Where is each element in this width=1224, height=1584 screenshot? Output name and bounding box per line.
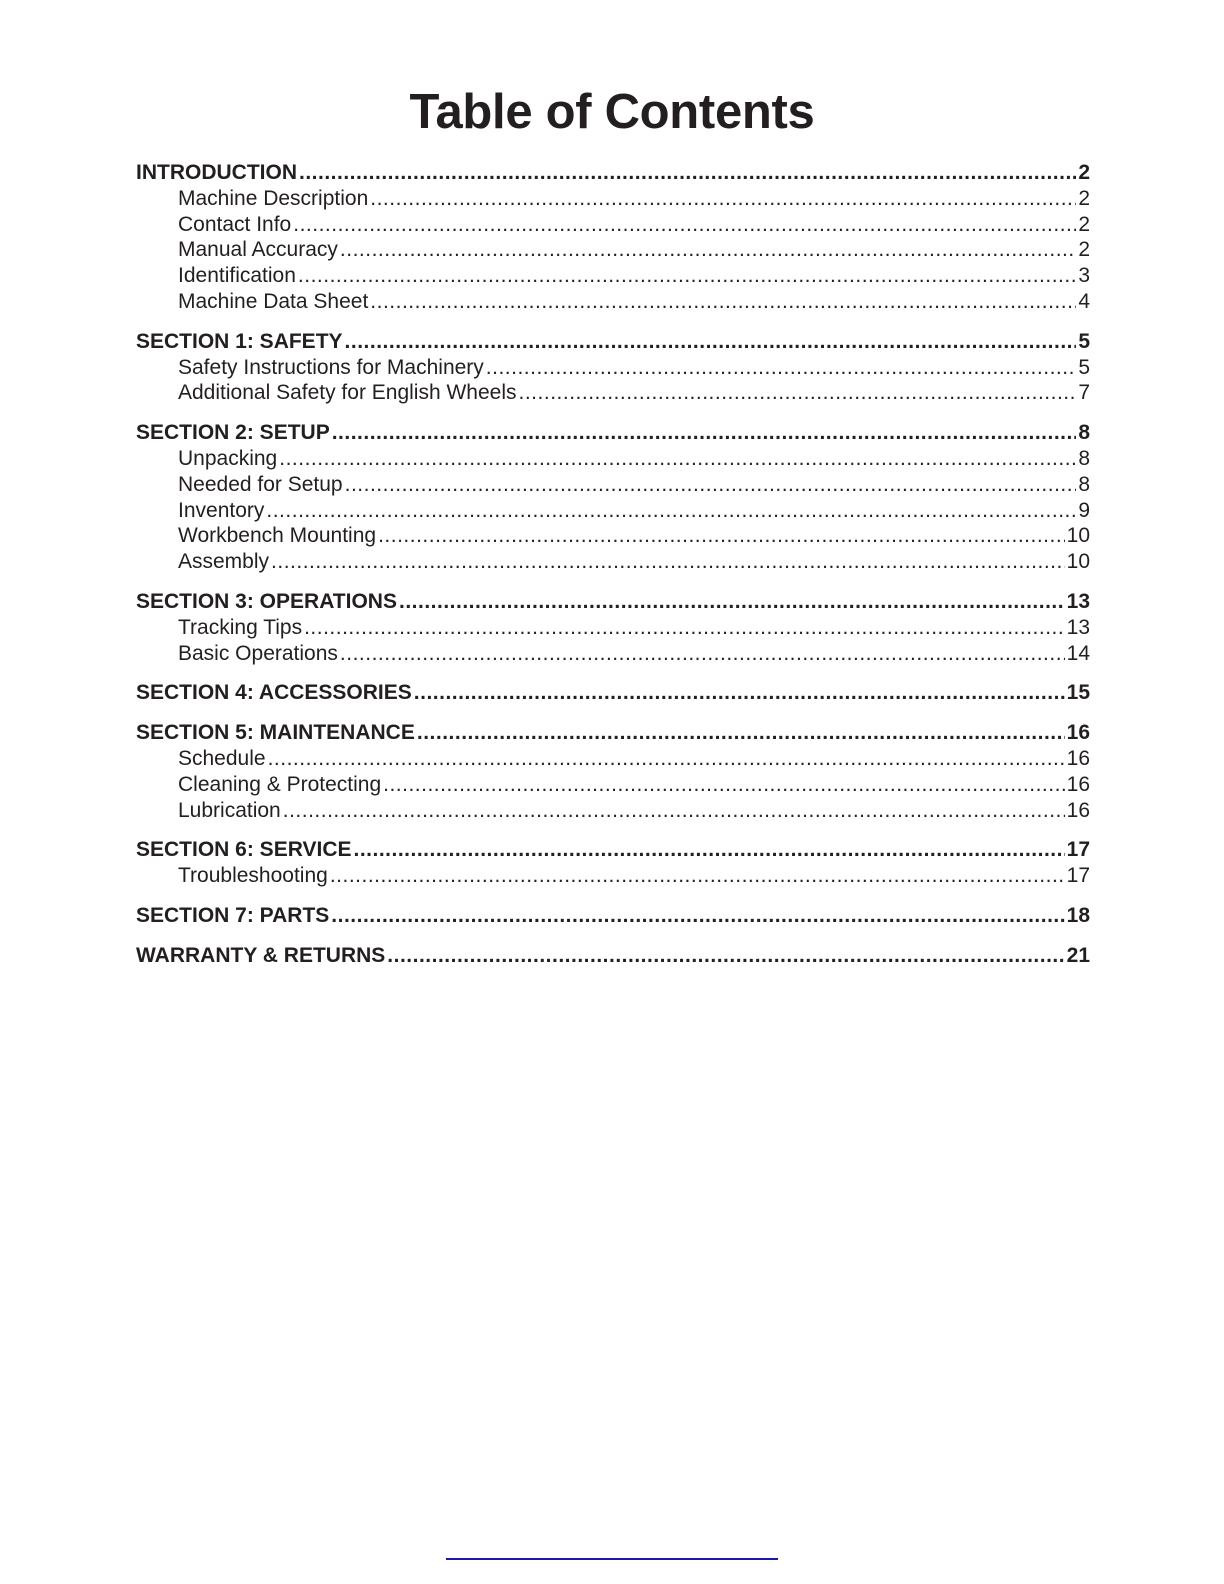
toc-entry-label: SECTION 4: ACCESSORIES — [136, 681, 412, 705]
toc-entry-label: Manual Accuracy — [178, 238, 338, 262]
toc-entry-page: 16 — [1066, 772, 1090, 796]
toc-entry-label: Identification — [178, 264, 296, 288]
toc-entry-label: Unpacking — [178, 446, 278, 470]
toc-entry-label: SECTION 3: OPERATIONS — [136, 589, 397, 613]
toc-section-heading[interactable] — [136, 329, 1090, 355]
dot-leader — [298, 263, 1076, 289]
toc-subentry[interactable] — [136, 237, 1090, 263]
dot-leader — [345, 472, 1077, 498]
toc-entry-label: SECTION 7: PARTS — [136, 903, 330, 927]
toc-subentry[interactable] — [136, 186, 1090, 212]
toc-entry-label: SECTION 5: MAINTENANCE — [136, 721, 415, 745]
dot-leader — [304, 615, 1065, 641]
toc-entry-page: 17 — [1066, 838, 1090, 862]
dot-leader — [268, 746, 1065, 772]
toc-entry-label: Cleaning & Protecting — [178, 772, 382, 796]
dot-leader — [340, 237, 1076, 263]
dot-leader — [486, 355, 1077, 381]
dot-leader — [354, 837, 1065, 863]
toc-entry-page: 15 — [1066, 681, 1090, 705]
toc-entry-label: Troubleshooting — [178, 864, 328, 888]
dot-leader — [345, 329, 1077, 355]
toc-entry-page: 2 — [1078, 186, 1090, 210]
toc-entry-label: Safety Instructions for Machinery — [178, 355, 484, 379]
toc-subentry[interactable] — [136, 380, 1090, 406]
toc-subentry[interactable] — [136, 472, 1090, 498]
toc-entry-label: Schedule — [178, 746, 266, 770]
page-title: Table of Contents — [409, 85, 815, 139]
toc-entry-page: 17 — [1066, 864, 1090, 888]
toc-entry-page: 4 — [1078, 289, 1090, 313]
toc-entry-page: 13 — [1066, 615, 1090, 639]
dot-leader — [340, 641, 1065, 667]
toc-entry-label: SECTION 6: SERVICE — [136, 838, 352, 862]
toc-entry-page: 10 — [1066, 524, 1090, 548]
dot-leader — [330, 863, 1065, 889]
dot-leader — [293, 212, 1076, 238]
dot-leader — [417, 720, 1065, 746]
toc-entry-label: Additional Safety for English Wheels — [178, 381, 517, 405]
toc-section-heading[interactable] — [136, 943, 1090, 969]
toc-entry-page: 3 — [1078, 264, 1090, 288]
dot-leader — [332, 420, 1077, 446]
footer-link[interactable] — [446, 1558, 778, 1560]
toc-subentry[interactable] — [136, 446, 1090, 472]
dot-leader — [370, 186, 1076, 212]
toc-subentry[interactable] — [136, 615, 1090, 641]
toc-section-heading[interactable] — [136, 680, 1090, 706]
table-of-contents — [136, 160, 1090, 983]
toc-entry-page: 14 — [1066, 641, 1090, 665]
dot-leader — [414, 680, 1065, 706]
dot-leader — [387, 943, 1064, 969]
dot-leader — [399, 589, 1065, 615]
toc-subentry[interactable] — [136, 772, 1090, 798]
toc-entry-label: SECTION 1: SAFETY — [136, 329, 343, 353]
toc-subentry[interactable] — [136, 289, 1090, 315]
toc-entry-label: INTRODUCTION — [136, 161, 297, 184]
toc-entry-label: Contact Info — [178, 212, 292, 236]
toc-entry-label: Lubrication — [178, 798, 281, 822]
toc-entry-label: Needed for Setup — [178, 472, 343, 496]
toc-entry-page: 2 — [1078, 238, 1090, 262]
toc-entry-page: 5 — [1078, 329, 1090, 353]
dot-leader — [279, 446, 1076, 472]
toc-entry-label: Basic Operations — [178, 641, 338, 665]
toc-section-heading[interactable] — [136, 837, 1090, 863]
toc-subentry[interactable] — [136, 641, 1090, 667]
dot-leader — [378, 523, 1065, 549]
toc-entry-page: 2 — [1078, 212, 1090, 236]
toc-entry-page: 7 — [1078, 381, 1090, 405]
dot-leader — [331, 903, 1064, 929]
dot-leader — [299, 160, 1076, 186]
toc-entry-page: 13 — [1066, 589, 1090, 613]
toc-entry-label: Tracking Tips — [178, 615, 303, 639]
toc-section — [136, 680, 1090, 706]
toc-section — [136, 329, 1090, 406]
toc-subentry[interactable] — [136, 549, 1090, 575]
toc-entry-page: 8 — [1078, 446, 1090, 470]
dot-leader — [519, 380, 1077, 406]
dot-leader — [383, 772, 1065, 798]
toc-entry-page: 2 — [1078, 161, 1090, 184]
dot-leader — [283, 798, 1065, 824]
dot-leader — [370, 289, 1076, 315]
toc-entry-page: 8 — [1078, 421, 1090, 445]
dot-leader — [271, 549, 1065, 575]
toc-section-heading[interactable] — [136, 903, 1090, 929]
toc-subentry[interactable] — [136, 746, 1090, 772]
toc-entry-page: 10 — [1066, 550, 1090, 574]
toc-entry-page: 8 — [1078, 472, 1090, 496]
toc-subentry[interactable] — [136, 263, 1090, 289]
toc-section-heading[interactable] — [136, 160, 1090, 186]
toc-subentry[interactable] — [136, 523, 1090, 549]
toc-section — [136, 420, 1090, 575]
toc-entry-page: 5 — [1078, 355, 1090, 379]
toc-section — [136, 837, 1090, 889]
toc-entry-label: SECTION 2: SETUP — [136, 421, 330, 445]
toc-subentry[interactable] — [136, 798, 1090, 824]
toc-entry-label: Machine Description — [178, 186, 369, 210]
toc-entry-page: 21 — [1066, 943, 1090, 967]
toc-section-heading[interactable] — [136, 420, 1090, 446]
toc-subentry[interactable] — [136, 863, 1090, 889]
toc-entry-label: WARRANTY & RETURNS — [136, 943, 386, 967]
toc-entry-page: 16 — [1066, 721, 1090, 745]
toc-section — [136, 720, 1090, 823]
toc-subentry[interactable] — [136, 355, 1090, 381]
toc-entry-label: Assembly — [178, 550, 270, 574]
toc-section — [136, 589, 1090, 666]
toc-subentry[interactable] — [136, 212, 1090, 238]
toc-section — [136, 943, 1090, 969]
toc-subentry[interactable] — [136, 498, 1090, 524]
toc-entry-page: 9 — [1078, 498, 1090, 522]
toc-entry-label: Machine Data Sheet — [178, 289, 369, 313]
toc-entry-page: 18 — [1066, 903, 1090, 927]
toc-section-heading[interactable] — [136, 589, 1090, 615]
toc-section — [136, 160, 1090, 315]
toc-entry-page: 16 — [1066, 798, 1090, 822]
toc-entry-label: Workbench Mounting — [178, 524, 377, 548]
toc-entry-label: Inventory — [178, 498, 265, 522]
toc-entry-page: 16 — [1066, 746, 1090, 770]
toc-section — [136, 903, 1090, 929]
toc-section-heading[interactable] — [136, 720, 1090, 746]
dot-leader — [266, 498, 1076, 524]
